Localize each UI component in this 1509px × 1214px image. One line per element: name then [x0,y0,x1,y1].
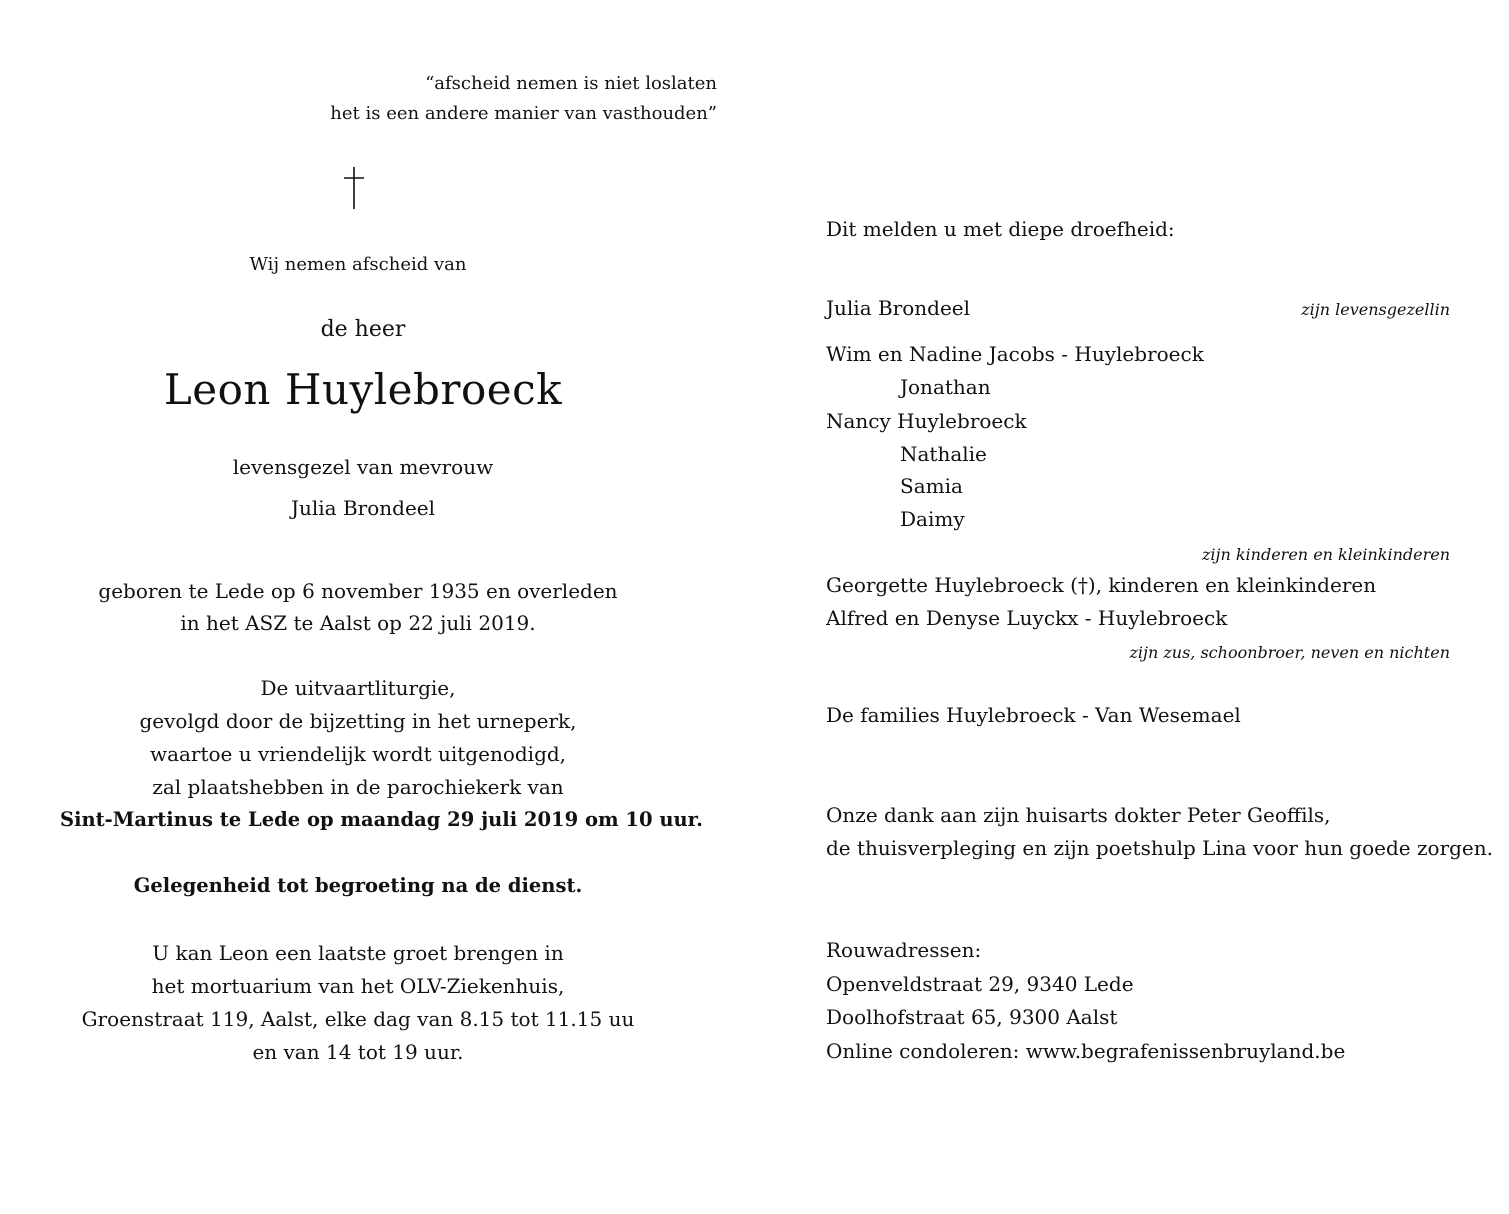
visit-line-4: en van 14 tot 19 uur. [252,1040,464,1064]
relation-text: levensgezel van mevrouw [232,455,494,479]
grandchild-nathalie: Nathalie [900,442,987,466]
children-role: zijn kinderen en kleinkinderen [1201,545,1450,564]
quote-line-2: het is een andere manier van vasthouden” [330,103,717,124]
quote-line-1: “afscheid nemen is niet loslaten [425,73,717,94]
thanks-line-1: Onze dank aan zijn huisarts dokter Peter Geoffils, [826,803,1331,827]
intro-text: Wij nemen afscheid van [249,254,467,275]
honorific: de heer [320,317,406,342]
announce-text: Dit melden u met diepe droefheid: [826,217,1175,241]
family-entry-2: Nancy Huylebroeck [826,409,1027,433]
address-2: Doolhofstraat 65, 9300 Aalst [826,1005,1118,1029]
cross-icon [340,165,370,211]
visit-line-2: het mortuarium van het OLV-Ziekenhuis, [151,974,565,998]
birth-line-1: geboren te Lede op 6 november 1935 en overleden [98,579,618,603]
deceased-name: Leon Huylebroeck [163,365,563,414]
liturgy-line-1: De uitvaartliturgie, [260,676,456,700]
thanks-line-2: de thuisverpleging en zijn poetshulp Lina voor hun goede zorgen. [826,836,1494,860]
grandchild-daimy: Daimy [900,507,965,531]
address-1: Openveldstraat 29, 9340 Lede [826,972,1134,996]
quote [300,69,717,129]
partner-name: Julia Brondeel [290,496,436,520]
partner-entry: Julia Brondeel [826,296,971,320]
grandchild-samia: Samia [900,474,963,498]
families-entry: De families Huylebroeck - Van Wesemael [826,703,1241,727]
birth-line-2: in het ASZ te Aalst op 22 juli 2019. [180,611,536,635]
liturgy-line-2: gevolgd door de bijzetting in het urneperk, [139,709,577,733]
liturgy-line-3: waartoe u vriendelijk wordt uitgenodigd, [149,742,567,766]
siblings-role: zijn zus, schoonbroer, neven en nichten [1129,643,1450,662]
visit-line-1: U kan Leon een laatste groet brengen in [152,941,564,965]
sibling-entry-1: Georgette Huylebroeck (†), kinderen en kleinkinderen [826,573,1377,597]
partner-role: zijn levensgezellin [1301,300,1450,319]
liturgy-date: Sint-Martinus te Lede op maandag 29 juli 2019 om 10 uur. [60,808,703,831]
family-entry-1: Wim en Nadine Jacobs - Huylebroeck [826,342,1204,366]
sibling-entry-2: Alfred en Denyse Luyckx - Huylebroeck [826,606,1228,630]
online-condolence: Online condoleren: www.begrafenissenbruyland.be [826,1039,1346,1063]
address-title: Rouwadressen: [826,938,982,962]
visit-line-3: Groenstraat 119, Aalst, elke dag van 8.15 tot 11.15 uu [81,1007,635,1031]
grandchild-jonathan: Jonathan [900,375,991,399]
liturgy-line-4: zal plaatshebben in de parochiekerk van [152,775,564,799]
greeting-text: Gelegenheid tot begroeting na de dienst. [133,874,583,897]
